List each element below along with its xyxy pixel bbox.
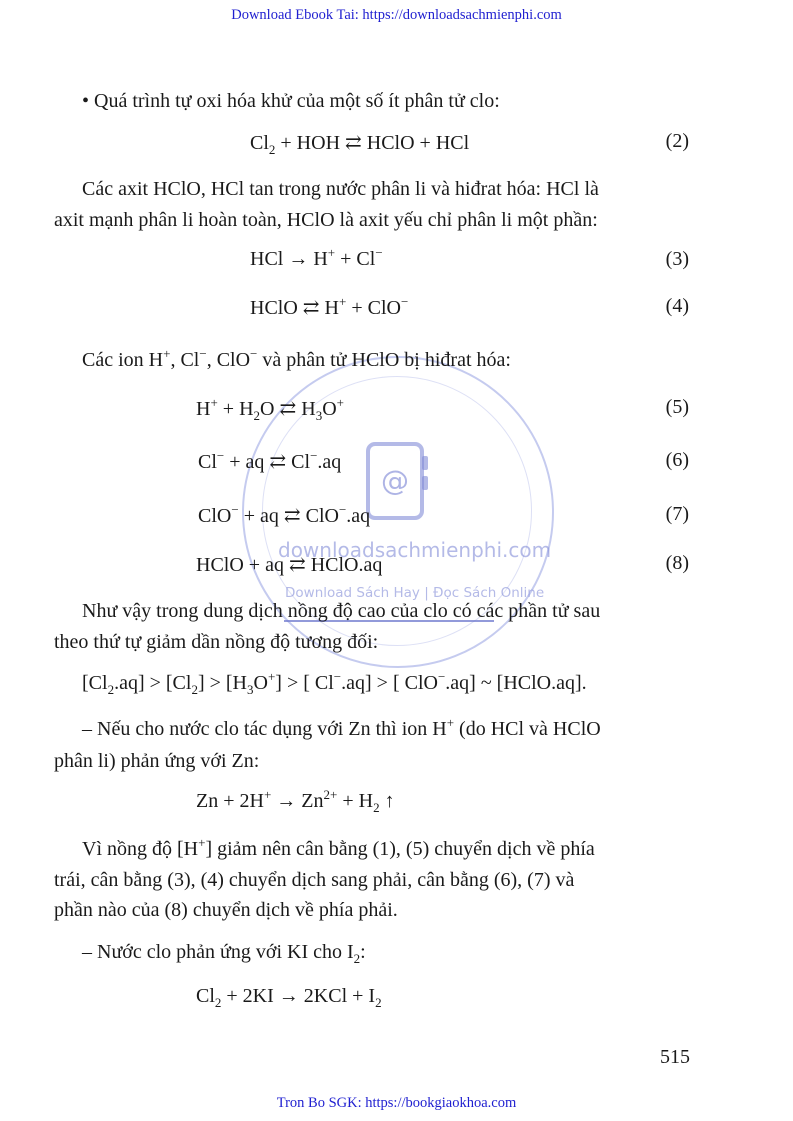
paragraph-zinc-line1: – Nếu cho nước clo tác dụng với Zn thì ion H+ (do HCl và HClO (82, 715, 601, 740)
equation-8: HClO + aq ⇄ HClO.aq (196, 554, 383, 576)
paragraph-concentration-line1: Như vậy trong dung dịch nồng độ cao của clo có các phần tử sau (82, 600, 601, 622)
paragraph-equilibrium-line3: phần nào của (8) chuyển dịch về phía phải. (54, 899, 398, 921)
equation-3: HCl → H+ + Cl− (250, 245, 383, 270)
equation-6: Cl− + aq ⇄ Cl−.aq (198, 448, 342, 473)
equation-ki: $Cl_2 + 2KI \to 2KCl + I_2$ (196, 985, 382, 1010)
equation-zinc: $Zn + 2H^+ \to Zn^{2+} + H_2$ ↑ (196, 787, 395, 815)
paragraph-ki: – Nước clo phản ứng với KI cho $I_2$: (82, 941, 366, 966)
header-link[interactable]: Download Ebook Tai: https://downloadsachmienphi.com (231, 7, 562, 23)
equation-7-number: (7) (665, 503, 689, 525)
paragraph-acids-line1: Các axit HClO, HCl tan trong nước phân li và hiđrat hóa: HCl là (82, 178, 599, 200)
paragraph-concentration-line2: theo thứ tự giảm dần nồng độ tương đối: (54, 631, 379, 653)
paragraph-equilibrium-line1: Vì nồng độ [H+] giảm nên cân bằng (1), (5) chuyển dịch về phía (82, 835, 595, 860)
footer-link[interactable]: Tron Bo SGK: https://bookgiaokhoa.com (276, 1095, 517, 1111)
paragraph-zinc-line2: phân li) phản ứng với Zn: (54, 750, 260, 772)
notebook-at-icon (360, 440, 432, 524)
equation-5-number: (5) (665, 396, 689, 418)
watermark-site: downloadsachmienphi.com (278, 538, 552, 562)
concentration-order: $[Cl_2.aq] > [Cl_2] > [H_3O^+]$ > [ Cl−.aq] > [ ClO−.aq] ~ [HClO.aq]. (82, 669, 587, 697)
equation-2-number: (2) (665, 130, 689, 152)
equation-2: $Cl_2$ + HOH ⇄ HClO + HCl (250, 132, 470, 157)
equation-4: HClO ⇄ H+ + ClO− (250, 294, 409, 319)
paragraph-intro: • Quá trình tự oxi hóa khử của một số ít phân tử clo: (82, 90, 500, 112)
watermark-tagline: Download Sách Hay | Đọc Sách Online (285, 585, 545, 601)
equation-7: ClO− + aq ⇄ ClO−.aq (198, 502, 371, 527)
svg-text:@: @ (381, 464, 409, 497)
equation-6-number: (6) (665, 449, 689, 471)
equation-8-number: (8) (665, 552, 689, 574)
page-number: 515 (660, 1046, 690, 1068)
paragraph-acids-line2: axit mạnh phân li hoàn toàn, HClO là axit yếu chỉ phân li một phần: (54, 209, 598, 231)
equation-4-number: (4) (665, 295, 689, 317)
paragraph-equilibrium-line2: trái, cân bằng (3), (4) chuyển dịch sang phải, cân bằng (6), (7) và (54, 869, 575, 891)
equation-3-number: (3) (665, 248, 689, 270)
equation-5: $H^+ + H_2O$ ⇄ $H_3O^+$ (196, 395, 344, 423)
paragraph-hydration: Các ion H+, Cl−, ClO− và phân tử HClO bị hiđrat hóa: (82, 346, 511, 371)
